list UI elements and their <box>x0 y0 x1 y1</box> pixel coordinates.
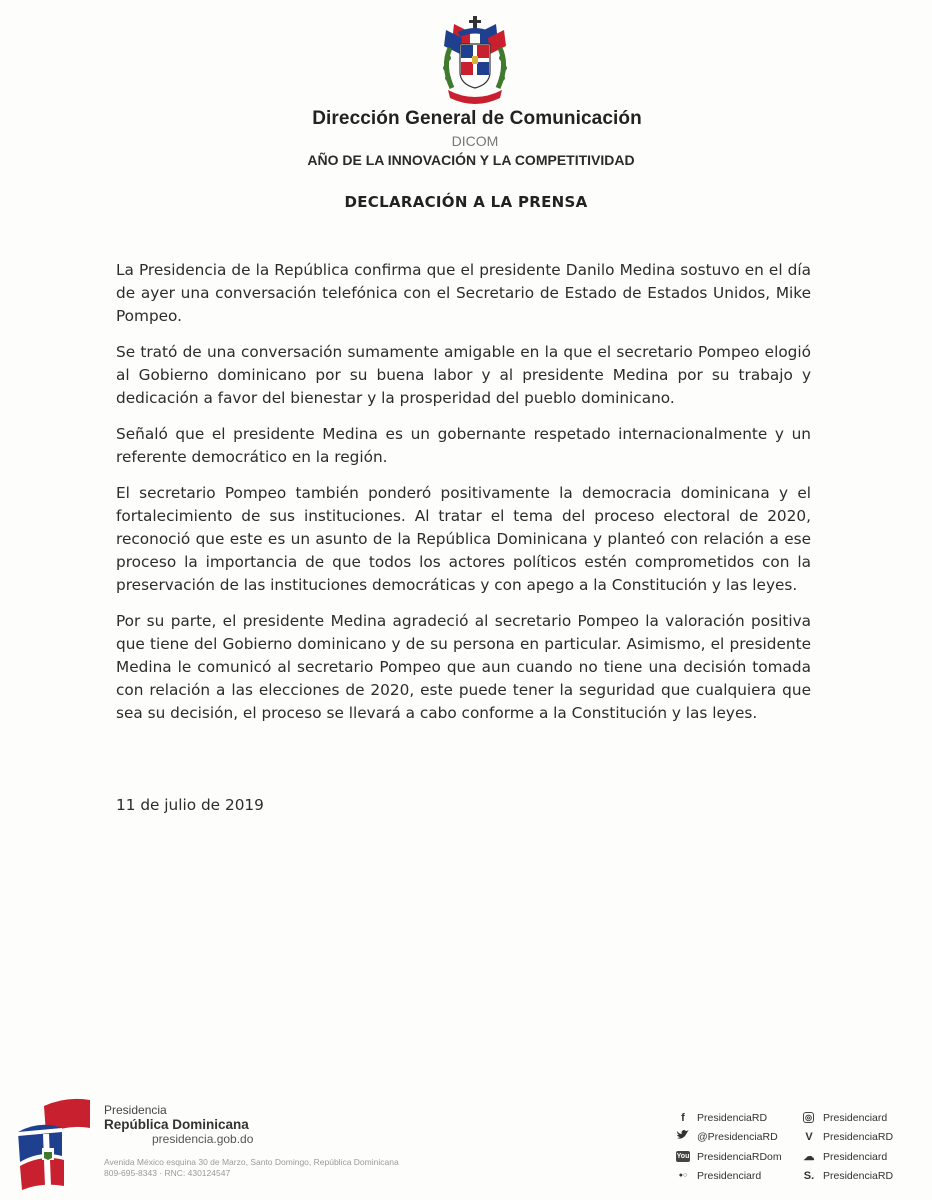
website-link[interactable]: presidencia.gob.do <box>152 1132 254 1146</box>
social-soundcloud[interactable] <box>802 1147 893 1167</box>
social-twitter[interactable] <box>676 1128 782 1148</box>
soundcloud-icon: ☁ <box>803 1150 815 1163</box>
address-block <box>104 1157 434 1179</box>
social-flickr[interactable] <box>676 1167 782 1187</box>
year-motto: AÑO DE LA INNOVACIÓN Y LA COMPETITIVIDAD <box>307 152 635 168</box>
social-links-right <box>802 1108 893 1186</box>
organization-abbreviation: DICOM <box>451 133 499 149</box>
presidencia-flag-logo <box>14 1092 96 1190</box>
slideshare-icon: S. <box>803 1170 815 1183</box>
social-slideshare[interactable] <box>802 1167 893 1187</box>
slideshare-handle: PresidenciaRD <box>823 1170 894 1183</box>
phone-rnc-line: 809-695-8343 · RNC: 430124547 <box>104 1168 231 1178</box>
social-youtube[interactable] <box>676 1147 782 1167</box>
flickr-handle: Presidenciard <box>697 1170 762 1183</box>
paragraph-4: El secretario Pompeo también ponderó positivamente la democracia dominicana y el fortalecimiento de sus instituciones. Al tratar el tema del proceso electoral de 2020, reconoció que este es un asunto de la República Dominicana y planteó con relación a ese proceso la importancia de que todos los actores políticos estén comprometidos con la preservación de las instituciones democráticas y con apego a la Constitución y las leyes. <box>116 484 811 594</box>
vine-handle: PresidenciaRD <box>823 1131 894 1144</box>
organization-name: Dirección General de Comunicación <box>312 108 642 129</box>
twitter-handle: @PresidenciaRD <box>697 1131 778 1144</box>
instagram-handle: Presidenciard <box>823 1111 888 1124</box>
facebook-icon: f <box>681 1111 685 1124</box>
coat-of-arms-emblem <box>432 14 518 106</box>
facebook-handle: PresidenciaRD <box>697 1111 768 1124</box>
paragraph-5: Por su parte, el presidente Medina agradeció al secretario Pompeo la valoración positiva que tiene del Gobierno dominicano y de su persona en particular. Asimismo, el presidente Medina le comunicó al secretario Pompeo que aun cuando no tiene una decisión tomada con relación a las elecciones de 2020, este puede tener la seguridad que cualquiera que sea su decisión, el proceso se llevará a cabo conforme a la Constitución y las leyes. <box>116 612 811 722</box>
social-links-left <box>676 1108 782 1186</box>
republica-dominicana-label: República Dominicana <box>104 1117 249 1132</box>
presidencia-label: Presidencia <box>104 1103 167 1117</box>
address-line: Avenida México esquina 30 de Marzo, Santo Domingo, República Dominicana <box>104 1157 399 1167</box>
youtube-handle: PresidenciaRDom <box>697 1150 782 1163</box>
press-release-body <box>116 259 811 738</box>
paragraph-2: Se trató de una conversación sumamente amigable en la que el secretario Pompeo elogió al Gobierno dominicano por su buena labor y al presidente Medina por su trabajo y dedicación a favor del bienestar y la prosperidad del pueblo dominicano. <box>116 343 811 407</box>
social-facebook[interactable] <box>676 1108 782 1128</box>
document-title: DECLARACIÓN A LA PRENSA <box>344 193 588 211</box>
paragraph-1: La Presidencia de la República confirma que el presidente Danilo Medina sostuvo en el día de ayer una conversación telefónica con el Secretario de Estado de Estados Unidos, Mike Pompeo. <box>116 261 811 325</box>
presidencia-wordmark <box>104 1104 253 1146</box>
paragraph-3: Señaló que el presidente Medina es un gobernante respetado internacionalmente y un referente democrático en la región. <box>116 425 811 466</box>
twitter-icon <box>676 1130 690 1144</box>
youtube-icon: You <box>676 1153 690 1161</box>
social-instagram[interactable] <box>802 1108 893 1128</box>
social-vine[interactable] <box>802 1128 893 1148</box>
vine-icon: V <box>805 1131 813 1144</box>
soundcloud-handle: Presidenciard <box>823 1150 888 1163</box>
instagram-icon: ◎ <box>803 1112 814 1123</box>
flickr-icon: ●○ <box>678 1172 688 1180</box>
release-date: 11 de julio de 2019 <box>116 796 264 814</box>
